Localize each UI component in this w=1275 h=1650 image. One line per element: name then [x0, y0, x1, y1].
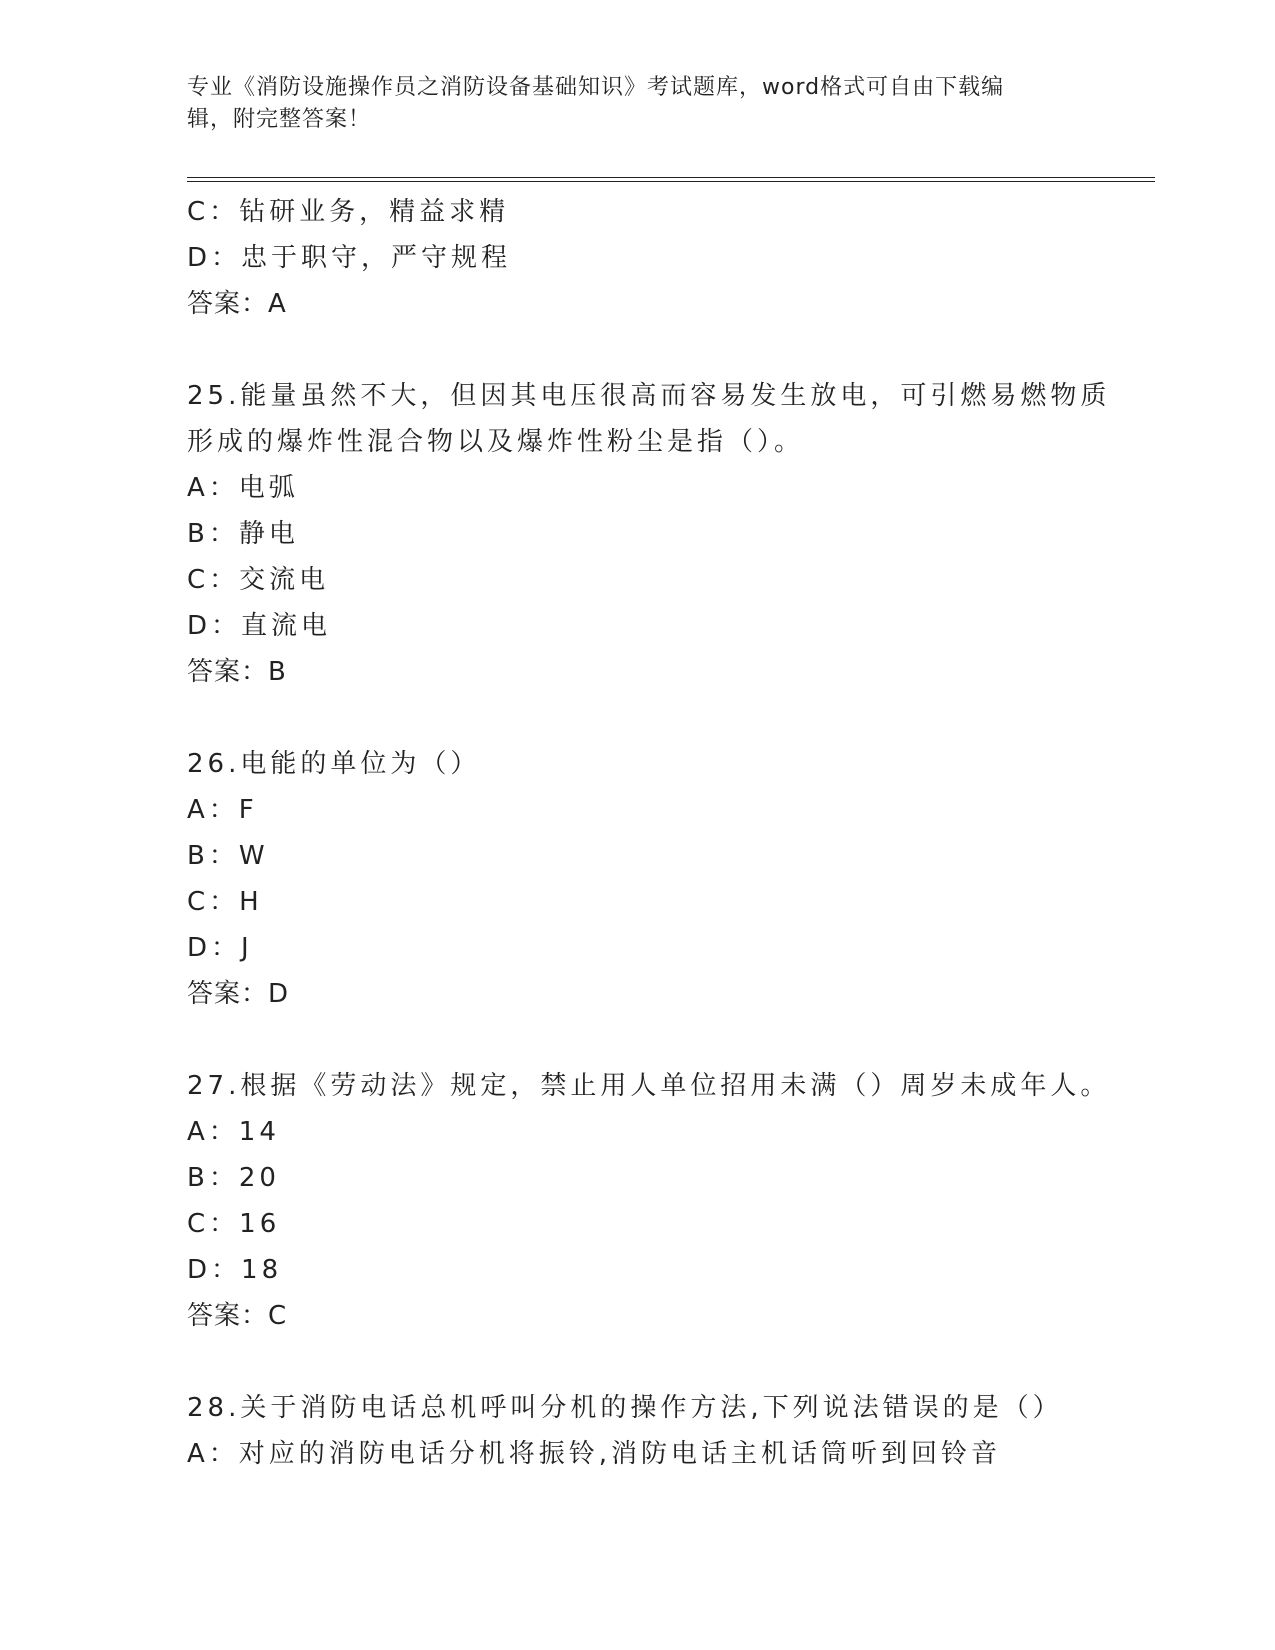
question-list — [187, 189, 1147, 1477]
answer: 答案：B — [187, 657, 287, 687]
answer: 答案：C — [187, 1301, 288, 1331]
option-c: C：钻研业务，精益求精 — [187, 197, 510, 227]
spacer — [187, 1339, 1147, 1385]
answer: 答案：D — [187, 979, 290, 1009]
spacer — [187, 1017, 1147, 1063]
document-header — [187, 72, 1087, 136]
option-d: D：直流电 — [187, 611, 332, 641]
option-d: D：18 — [187, 1255, 283, 1285]
header-divider-top — [187, 177, 1155, 178]
option-b: B：W — [187, 841, 269, 871]
option-c: C：交流电 — [187, 565, 330, 595]
spacer — [187, 695, 1147, 741]
option-b: B：20 — [187, 1163, 280, 1193]
option-a: A：对应的消防电话分机将振铃,消防电话主机话筒听到回铃音 — [187, 1439, 1002, 1469]
header-divider-bottom — [187, 181, 1155, 182]
option-a: A：14 — [187, 1117, 280, 1147]
question-stem: 26.电能的单位为（） — [187, 749, 481, 779]
option-b: B：静电 — [187, 519, 299, 549]
answer: 答案：A — [187, 289, 287, 319]
option-d: D：J — [187, 933, 253, 963]
option-c: C：16 — [187, 1209, 281, 1239]
question-stem: 27.根据《劳动法》规定，禁止用人单位招用未满（）周岁未成年人。 — [187, 1071, 1111, 1101]
question-stem: 25.能量虽然不大，但因其电压很高而容易发生放电，可引燃易燃物质 — [187, 381, 1111, 411]
option-d: D：忠于职守，严守规程 — [187, 243, 512, 273]
option-a: A：F — [187, 795, 258, 825]
option-c: C：H — [187, 887, 263, 917]
question-stem-cont: 形成的爆炸性混合物以及爆炸性粉尘是指（）。 — [187, 427, 805, 457]
spacer — [187, 327, 1147, 373]
header-line-1: 专业《消防设施操作员之消防设备基础知识》考试题库，word格式可自由下载编 — [187, 75, 1005, 100]
option-a: A：电弧 — [187, 473, 299, 503]
header-line-2: 辑，附完整答案！ — [187, 107, 372, 132]
question-stem: 28.关于消防电话总机呼叫分机的操作方法,下列说法错误的是（） — [187, 1393, 1063, 1423]
